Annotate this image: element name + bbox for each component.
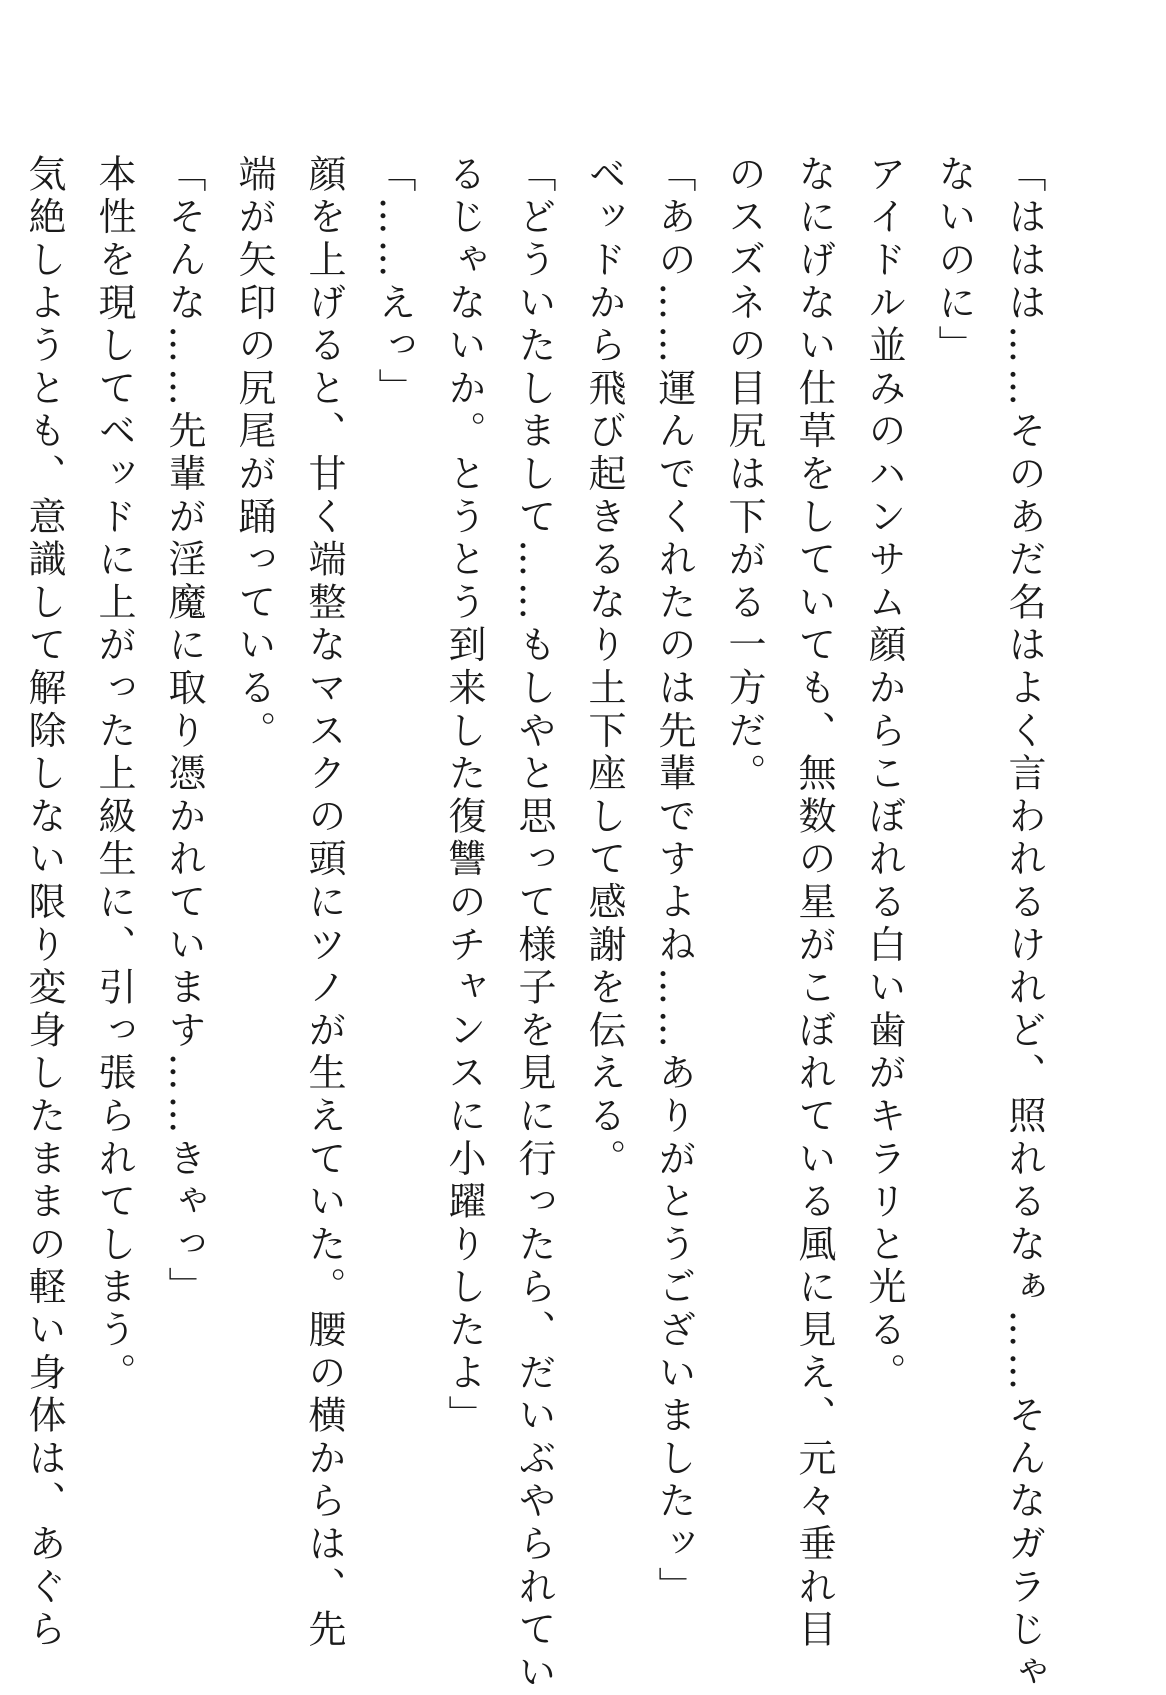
text-line: 気絶しようとも、意識して解除しない限り変身したままの軽い身体は、あぐら (22, 154, 66, 1652)
text-line: 「ははは……そのあだ名はよく言われるけれど、照れるなぁ……そんなガラじゃ (1002, 154, 1046, 1695)
text-line: ベッドから飛び起きるなり土下座して感謝を伝える。 (582, 154, 626, 1182)
text-line: 「そんな……先輩が淫魔に取り憑かれています……きゃっ」 (162, 154, 206, 1310)
text-line: アイドル並みのハンサム顔からこぼれる白い歯がキラリと光る。 (862, 154, 906, 1396)
text-line: のスズネの目尻は下がる一方だ。 (722, 154, 766, 796)
text-line: 顔を上げると、甘く端整なマスクの頭にツノが生えていた。腰の横からは、先 (302, 154, 346, 1652)
text-line: ないのに」 (932, 154, 976, 368)
text-line: なにげない仕草をしていても、無数の星がこぼれている風に見え、元々垂れ目 (792, 154, 836, 1652)
text-line: 「……えっ」 (372, 154, 416, 411)
text-line: るじゃないか。とうとう到来した復讐のチャンスに小躍りしたよ」 (442, 154, 486, 1438)
text-line: 本性を現してベッドに上がった上級生に、引っ張られてしまう。 (92, 154, 136, 1396)
text-line: 端が矢印の尻尾が踊っている。 (232, 154, 276, 754)
text-line: 「どういたしまして……もしやと思って様子を見に行ったら、だいぶやられてい (512, 154, 556, 1695)
text-line: 「あの……運んでくれたのは先輩ですよね……ありがとうございましたッ」 (652, 154, 696, 1610)
vertical-text-body (9, 154, 1059, 1695)
